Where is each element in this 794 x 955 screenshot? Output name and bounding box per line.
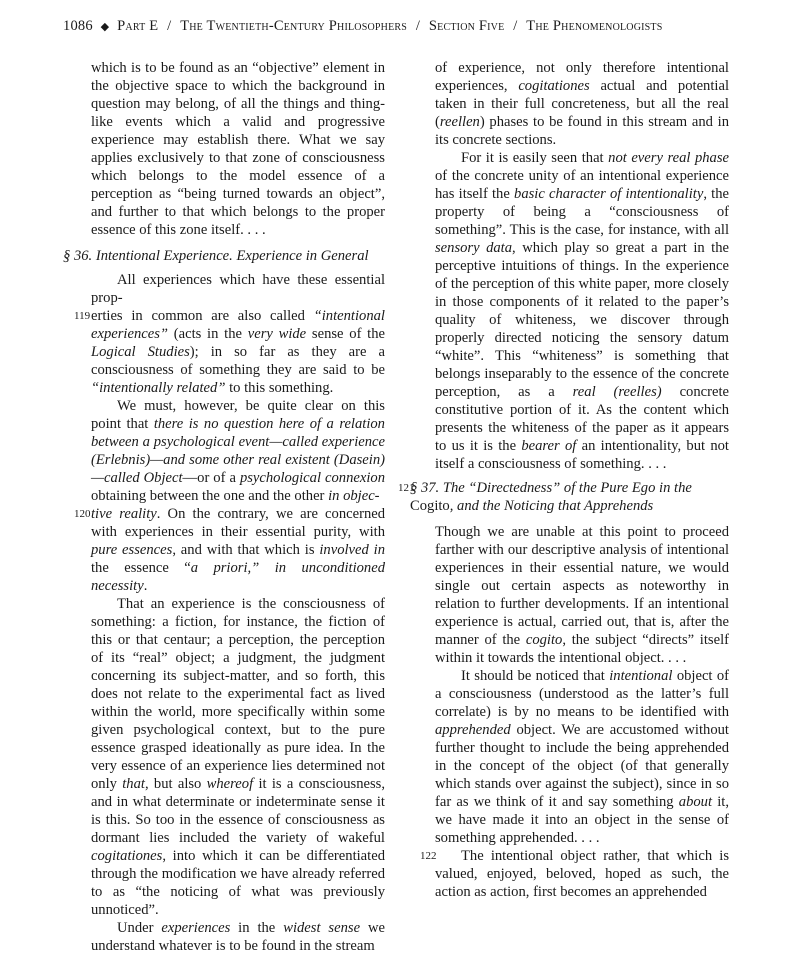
section-heading-36: § 36. Intentional Experience. Experience in General [63,248,369,264]
text-run: It should be noticed that [461,668,610,684]
header-separator: / [513,18,518,34]
text-run: object of a consciousness (understood as the latter’s full correlate) is by no means to be identified with [435,668,729,720]
italic-run: tive reality [91,506,157,522]
italic-run: cogitationes [91,848,163,864]
text-run: The intentional object rather, that which is valued, enjoyed, beloved, hoped as such, the action as action, first becomes an apprehended [435,848,729,900]
text-run: For it is easily seen that [461,150,609,166]
paragraph [435,523,729,667]
text-run: , which play so great a part in the perceptive intuitions of things. In the experience of the perception of this white paper, more closely in those components of it related to the paper’s quality of whiteness, we discover through properly directed noticing the sensory datum “white”. This “whiteness” is something that belongs inseparably to the essence of the concrete perception, as a [435,240,729,400]
paragraph [91,595,385,919]
text-run: of experience, not only therefore intentional experiences, [435,60,729,94]
italic-run: , and the Noticing that Apprehends [449,498,654,514]
page-number: 1086 [63,18,93,34]
text-run: sense of the [306,326,386,342]
italic-run: “intentional experiences” [91,308,385,342]
italic-run: that [122,776,145,792]
text-run: an intentionality, but not itself a consciousness of something. . . . [435,438,729,472]
text-run: ); in so far as they are a consciousness of something they are said to be [91,344,385,378]
text-run: . [143,578,148,594]
italic-run: widest sense [283,920,361,936]
italic-run: Logical Studies [91,344,190,360]
italic-run: basic character of intentionality [514,186,704,202]
text-run: actual and potential taken in their full concreteness, but all the real ( [435,78,729,130]
italic-run: experiences [161,920,231,936]
text-run: , and with that which is [172,542,320,558]
text-run: (acts in the [168,326,248,342]
paragraph [91,919,385,955]
text-run: Cogito [410,498,450,514]
paragraph: which is to be found as an “objective” element in the objective space to which the background in question may belong, of all the things and thing-like events which a valid and progressive experience may establish there. What we say applies exclusively to that zone of consciousness which belongs to the model essence of a perception as “being turned towards an object”, and further to that which belongs to the proper essence of this zone itself. . . . [91,60,385,238]
text-run: ) phases to be found in this stream and in its concrete sections. [435,114,729,148]
text-run: it, we have made it into an object in the sense of something apprehended. . . . [435,794,729,846]
chapter-title: The Phenomenologists [526,18,663,34]
text-run: object. We are accustomed without further thought to include the being apprehended in the concept of the object (of that generally which stands over against the subject), since in so far as we think of it and say something [435,722,729,810]
italic-run: cogitationes [518,78,590,94]
paragraph [420,847,729,901]
italic-run: not every real phase [608,150,729,166]
italic-run: real (reelles) [572,384,662,400]
italic-run: apprehended [435,722,511,738]
text-run: We must, however, be quite clear on this point that [91,398,385,432]
italic-run: about [678,794,713,810]
text-run: Under [117,920,162,936]
header-separator: / [415,18,421,34]
paragraph [74,271,386,397]
italic-run: in objec- [328,488,380,504]
text-run: concrete constitutive portion of it. As the content which presents the whiteness of the paper as it appears to us it is the [435,384,729,454]
italic-run: “intentionally related” [91,380,226,396]
book-title: The Twentieth-Century Philosophers [180,18,408,34]
text-run: in the [230,920,284,936]
text-run: , into which it can be differentiated through the modification we have already referred to as “the noticing of what was previously unnoticed”. [91,848,385,918]
text-run: it is a consciousness, and in what determinate or indeterminate sense it is this. So too in the essence of consciousness as dormant lies included the variety of wakeful [91,776,385,846]
text-run: the essence “ [91,560,191,576]
italic-run: pure essences [91,542,173,558]
left-column [63,59,386,955]
italic-run: psychological [239,470,321,486]
text-run: —or of a [182,470,240,486]
text-run: to this something. [225,380,334,396]
italic-run: cogito [525,632,563,648]
paragraph [435,59,729,149]
italic-run: § 37. The “Directedness” of the Pure Ego in the [410,480,692,496]
paragraph [435,149,729,473]
text-run: obtaining between the one and the other [91,488,329,504]
text-run: All experiences which have these essential prop- [91,272,385,306]
italic-run: intentional [609,668,673,684]
italic-run: very wide [247,326,307,342]
paragraph [74,397,386,595]
margin-page-number: 120 [74,508,91,520]
italic-run: there is no question here of a relation between a psychological event—called experience (Erlebnis)—and some other real existent (Dasein)—called Object [91,416,385,486]
text-run: . On the contrary, we are concerned with experiences in their essential purity, with [91,506,386,540]
margin-page-number: 121 [398,482,415,494]
section-heading-37 [398,479,729,515]
section-label: Section Five [428,18,505,34]
text-run: we understand whatever is to be found in the stream [91,920,385,954]
text-run: Though we are unable at this point to proceed farther with our descriptive analysis of intentional experiences in their essential nature, we would single out certain aspects as noteworthy in relation to further developments. If an intentional experience is actual, carried out, that is, after the manner of the [435,524,729,648]
right-column [398,59,729,901]
paragraph [435,667,729,847]
text-run: erties in common are also called [91,308,314,324]
text-run: of the concrete unity of an intentional experience has itself the [435,168,729,202]
italic-run: whereof [206,776,254,792]
margin-page-number: 122 [420,850,437,862]
italic-run: involved in [319,542,385,558]
text-run: , the subject “directs” itself within it towards the intentional object. . . . [435,632,729,666]
italic-run: a priori,” in unconditioned necessity [91,560,385,594]
part-label: Part E [117,18,159,34]
italic-run: bearer of [521,438,577,454]
italic-run: connexion [325,470,385,486]
italic-run: reellen [439,114,480,130]
text-run: , but also [144,776,207,792]
header-separator: / [167,18,172,34]
text-run: That an experience is the consciousness of something: a fiction, for instance, the fiction of this or that centaur; a perception, the perception of its “real” object; a judgment, the judgment concerning its subject-matter, and so forth, this does not relate to the experimental fact as lived within the world, more specifically within some given psychological context, but to the pure essence grasped ideationally as pure idea. In the very essence of an experience lies determined not only [91,596,385,792]
text-run: , the property of being a “consciousness of something”. This is the case, for instance, with all [435,186,729,238]
margin-page-number: 119 [74,310,91,322]
running-header [63,18,743,35]
italic-run: sensory data [435,240,513,256]
diamond-icon: ◆ [100,21,110,33]
